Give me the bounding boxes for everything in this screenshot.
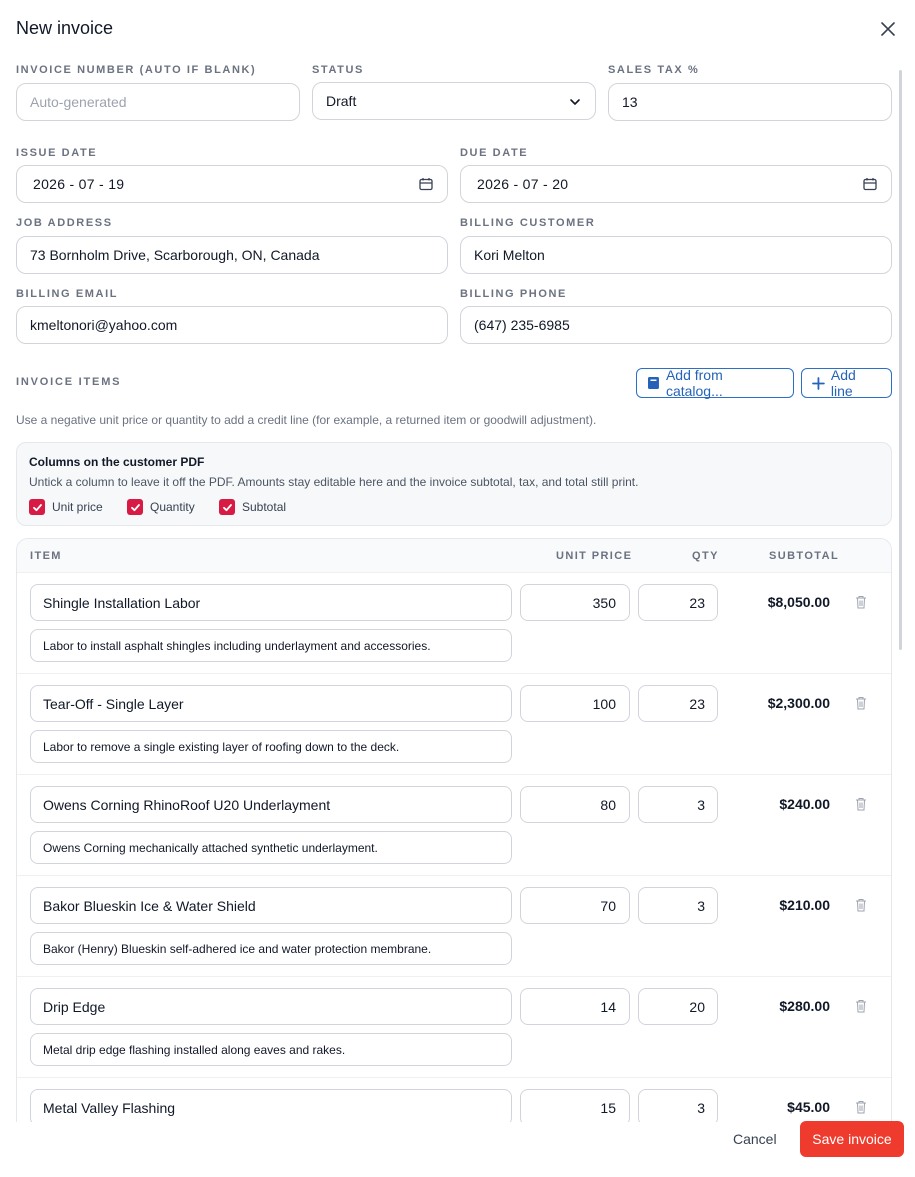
item-name-input[interactable]: Metal Valley Flashing [30,1089,512,1126]
table-header [17,539,891,573]
table-row [17,674,891,775]
billing-customer-input[interactable] [460,236,892,274]
pdf-columns-description: Untick a column to leave it off the PDF. Amounts stay editable here and the invoice subtotal, tax, and total still print. [29,475,639,489]
sales-tax-value: 13 [622,94,638,110]
qty-input[interactable]: 3 [638,887,718,924]
checkbox-box[interactable] [127,499,143,515]
issue-date-label: ISSUE DATE [16,147,98,159]
invoice-number-label: INVOICE NUMBER (AUTO IF BLANK) [16,64,257,76]
billing-email-input[interactable] [16,306,448,344]
check-icon [32,502,43,513]
checkbox-unit-price[interactable] [29,499,103,515]
sales-tax-label: SALES TAX % [608,64,700,76]
item-description-input[interactable]: Labor to remove a single existing layer of roofing down to the deck. [30,730,512,763]
qty-input[interactable]: 20 [638,988,718,1025]
credit-line-hint: Use a negative unit price or quantity to add a credit line (for example, a returned item or goodwill adjustment). [16,413,597,427]
item-name-input[interactable]: Tear-Off - Single Layer [30,685,512,722]
column-unit-price: UNIT PRICE [556,550,633,562]
billing-customer-label: BILLING CUSTOMER [460,217,596,229]
status-label: STATUS [312,64,364,76]
qty-input[interactable]: 23 [638,685,718,722]
check-icon [130,502,141,513]
column-qty: QTY [692,550,719,562]
trash-icon[interactable] [855,1100,867,1114]
checkbox-subtotal[interactable] [219,499,286,515]
add-from-catalog-button[interactable] [636,368,794,398]
due-date-input[interactable] [460,165,892,203]
due-date-label: DUE DATE [460,147,529,159]
invoice-number-input[interactable] [16,83,300,121]
row-subtotal: $240.00 [779,796,830,812]
qty-input[interactable]: 3 [638,1089,718,1126]
billing-customer-value: Kori Melton [474,247,545,263]
add-line-label: Add line [830,367,856,399]
checkbox-box[interactable] [219,499,235,515]
qty-input[interactable]: 3 [638,786,718,823]
trash-icon[interactable] [855,797,867,811]
checkbox-label: Unit price [52,500,103,514]
issue-date-value: 2026 - 07 - 19 [33,176,125,192]
status-select[interactable] [312,82,596,120]
checkbox-quantity[interactable] [127,499,195,515]
item-description-input[interactable]: Metal drip edge flashing installed along eaves and rakes. [30,1033,512,1066]
scrollbar[interactable] [899,70,902,650]
calendar-icon[interactable] [419,177,433,191]
calendar-icon[interactable] [863,177,877,191]
invoice-items-label: INVOICE ITEMS [16,376,122,388]
item-name-input[interactable]: Owens Corning RhinoRoof U20 Underlayment [30,786,512,823]
trash-icon[interactable] [855,999,867,1013]
item-description-input[interactable]: Labor to install asphalt shingles including underlayment and accessories. [30,629,512,662]
billing-phone-label: BILLING PHONE [460,288,567,300]
row-subtotal: $210.00 [779,897,830,913]
item-description-input[interactable]: Bakor (Henry) Blueskin self-adhered ice and water protection membrane. [30,932,512,965]
invoice-items-table [16,538,892,1138]
add-line-button[interactable] [801,368,892,398]
job-address-label: JOB ADDRESS [16,217,113,229]
status-value: Draft [326,93,357,109]
cancel-button[interactable]: Cancel [733,1131,777,1147]
trash-icon[interactable] [855,595,867,609]
unit-price-input[interactable]: 100 [520,685,630,722]
qty-input[interactable]: 23 [638,584,718,621]
trash-icon[interactable] [855,898,867,912]
column-item: ITEM [30,550,62,562]
pdf-columns-panel [16,442,892,526]
row-subtotal: $8,050.00 [767,594,830,610]
billing-email-value: kmeltonori@yahoo.com [30,317,178,333]
item-description-input[interactable]: Owens Corning mechanically attached synthetic underlayment. [30,831,512,864]
row-subtotal: $2,300.00 [767,695,830,711]
save-invoice-button[interactable]: Save invoice [800,1121,904,1157]
trash-icon[interactable] [855,696,867,710]
table-row [17,573,891,674]
book-icon [647,376,660,390]
check-icon [222,502,233,513]
pdf-columns-heading: Columns on the customer PDF [29,455,205,469]
job-address-value: 73 Bornholm Drive, Scarborough, ON, Canada [30,247,320,263]
item-name-input[interactable]: Shingle Installation Labor [30,584,512,621]
page-title: New invoice [16,18,114,38]
billing-phone-input[interactable] [460,306,892,344]
sales-tax-input[interactable] [608,83,892,121]
row-subtotal: $45.00 [787,1099,830,1115]
plus-icon [812,377,825,390]
billing-email-label: BILLING EMAIL [16,288,119,300]
due-date-value: 2026 - 07 - 20 [477,176,569,192]
checkbox-box[interactable] [29,499,45,515]
job-address-input[interactable] [16,236,448,274]
billing-phone-value: (647) 235-6985 [474,317,570,333]
unit-price-input[interactable]: 70 [520,887,630,924]
checkbox-label: Subtotal [242,500,287,514]
add-from-catalog-label: Add from catalog... [665,367,723,399]
issue-date-input[interactable] [16,165,448,203]
column-subtotal: SUBTOTAL [769,550,840,562]
unit-price-input[interactable]: 14 [520,988,630,1025]
table-row [17,977,891,1078]
item-name-input[interactable]: Drip Edge [30,988,512,1025]
unit-price-input[interactable]: 80 [520,786,630,823]
chevron-down-icon [569,96,581,108]
invoice-number-placeholder: Auto-generated [30,94,127,110]
close-icon[interactable] [878,19,898,39]
row-subtotal: $280.00 [779,998,830,1014]
unit-price-input[interactable]: 350 [520,584,630,621]
checkbox-label: Quantity [150,500,195,514]
item-name-input[interactable]: Bakor Blueskin Ice & Water Shield [30,887,512,924]
table-row [17,876,891,977]
dialog-footer [0,1122,915,1177]
table-row [17,775,891,876]
unit-price-input[interactable]: 15 [520,1089,630,1126]
